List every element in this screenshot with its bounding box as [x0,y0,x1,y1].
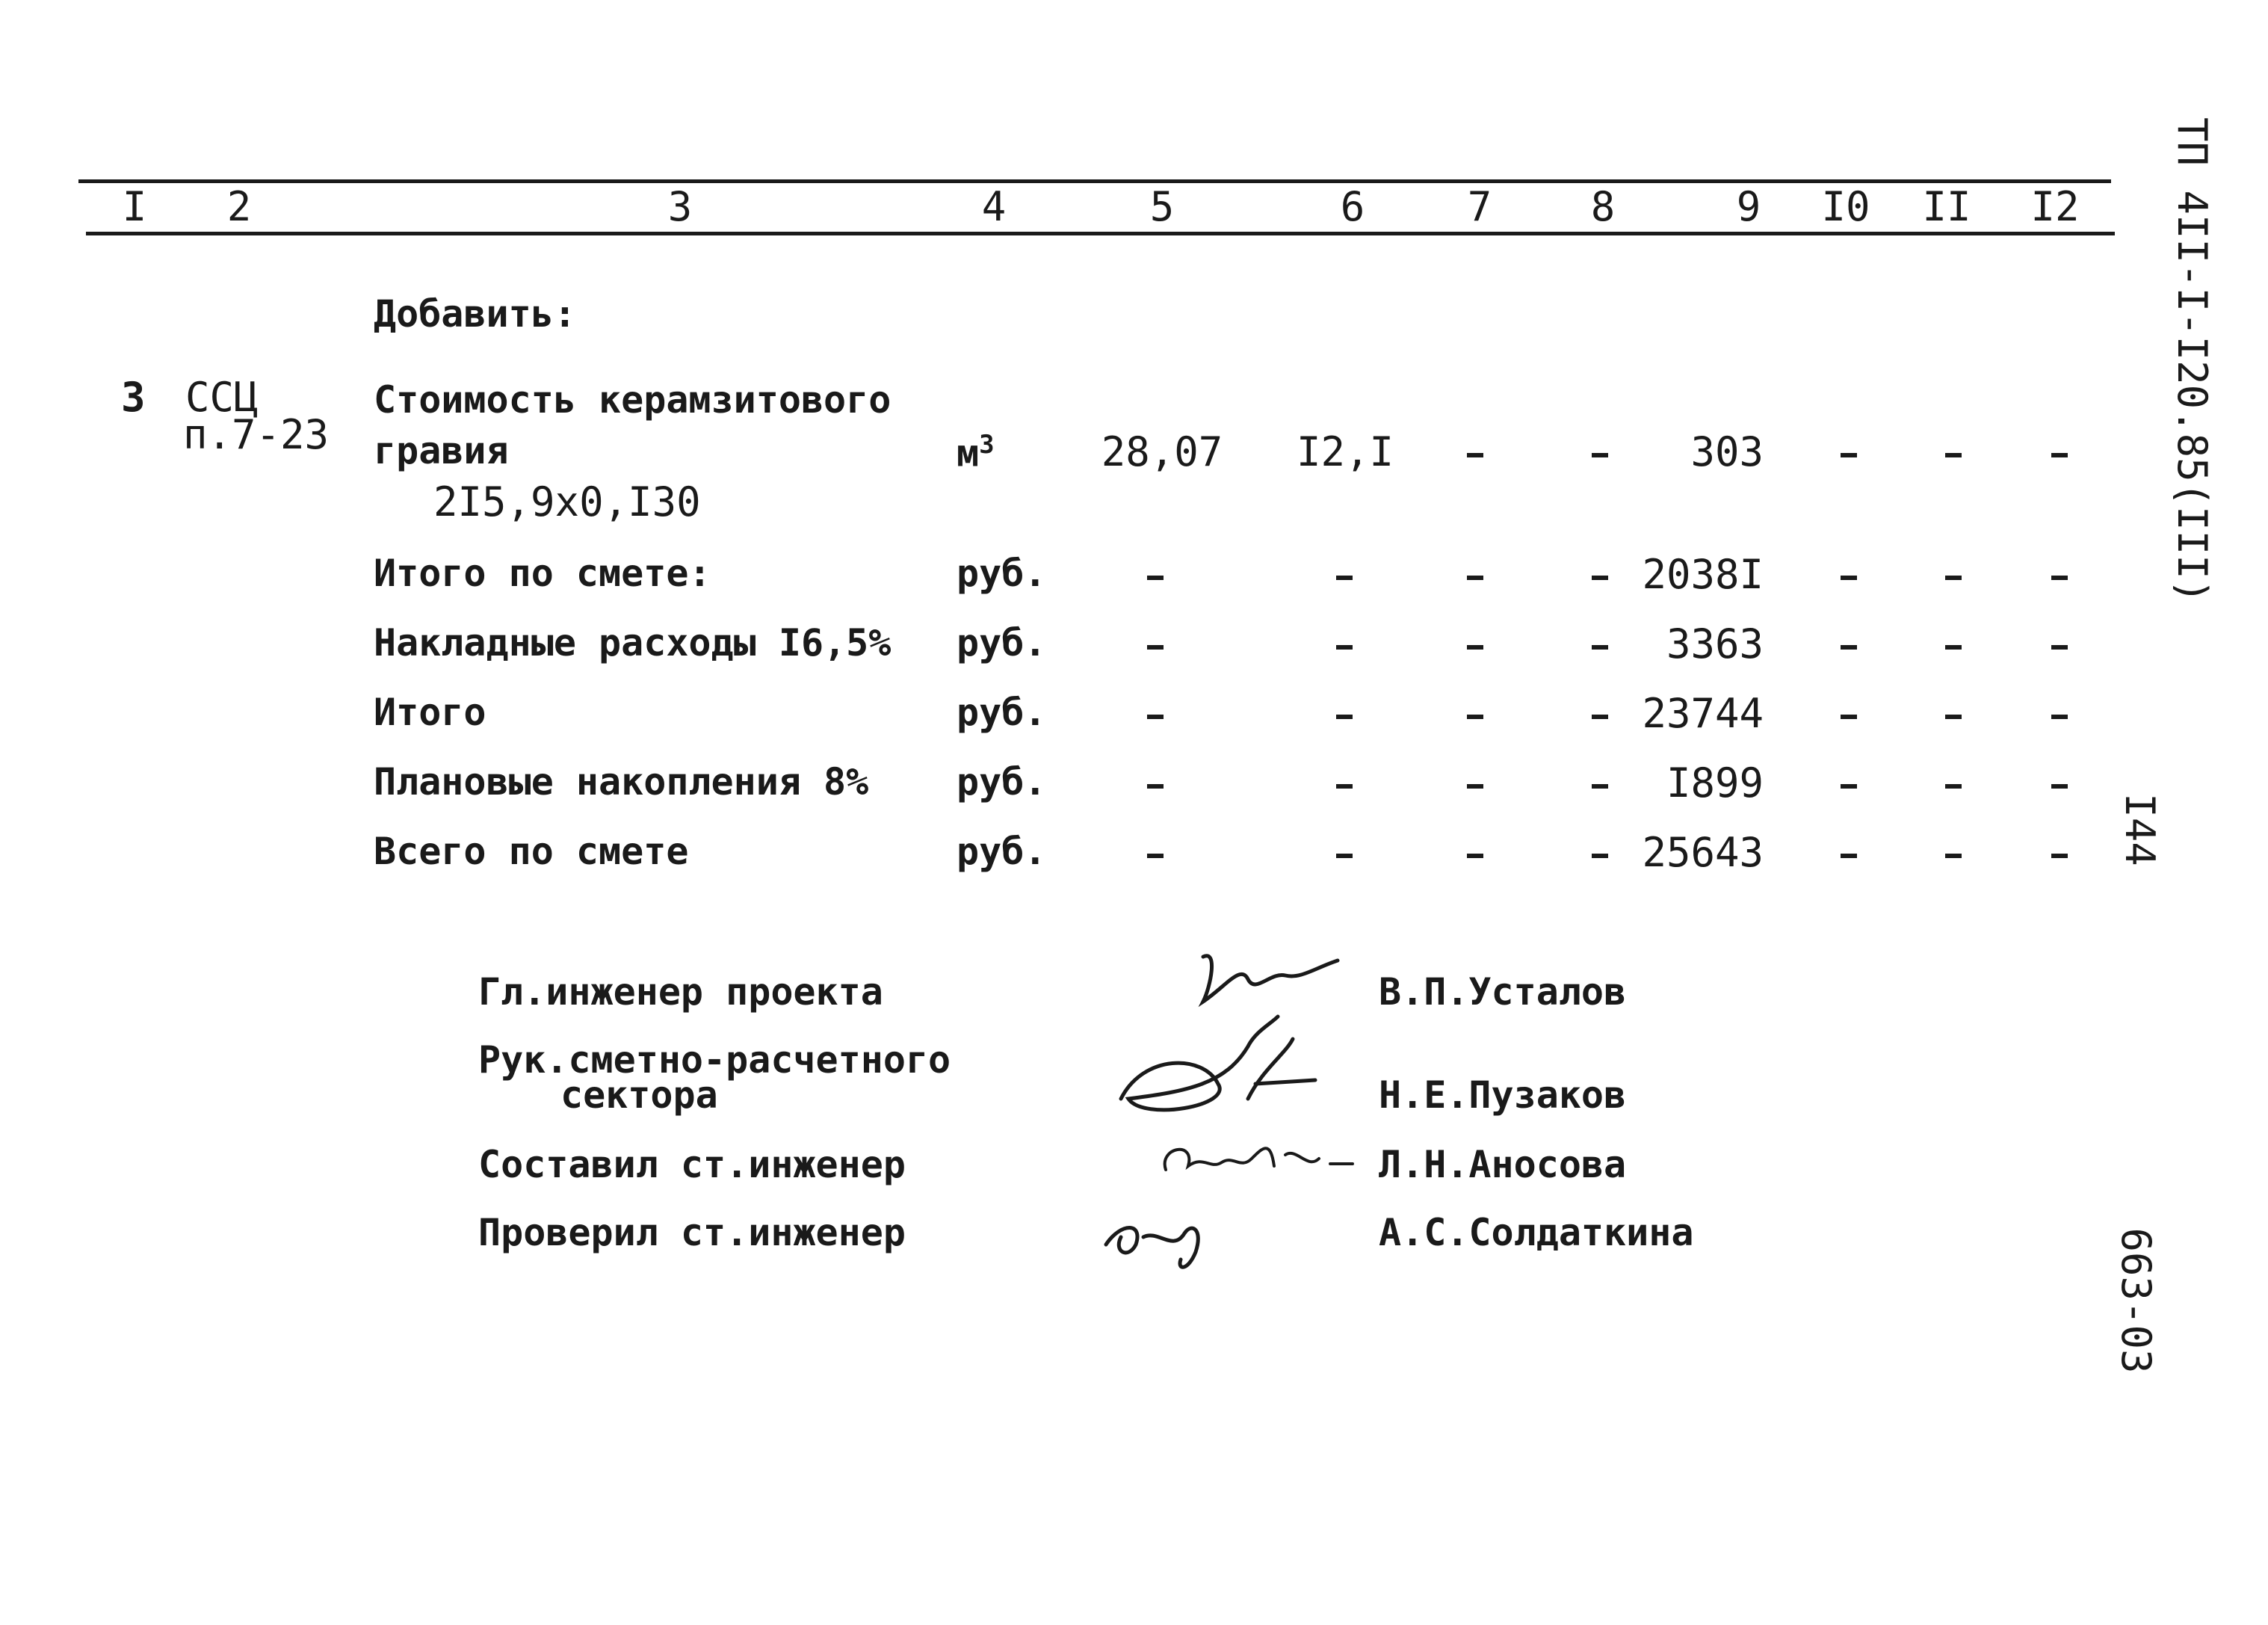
summary-total: I899 [1666,759,1764,807]
summary-label: Итого [374,691,486,734]
summary-dash [1841,576,1857,580]
col-header-1: I [122,183,147,230]
summary-dash [1147,854,1164,858]
summary-total: 25643 [1642,829,1764,876]
summary-total: 3363 [1666,620,1764,667]
item-unit-exponent: 3 [979,430,995,460]
item-unit-base: м [957,431,980,475]
summary-unit: руб. [957,621,1047,665]
summary-dash [1467,576,1483,580]
item-unit [957,430,995,475]
item-col7-dash [1467,453,1483,457]
summary-dash [1592,784,1608,789]
signature-scribble-soldatkina [1091,1200,1226,1282]
summary-dash [1841,784,1857,789]
col-header-6: 6 [1340,183,1365,230]
summary-dash [1592,715,1608,719]
signature-scribble-anosova [1151,1125,1360,1192]
summary-dash [2051,784,2068,789]
summary-total: 2038I [1642,551,1764,598]
doc-code-vertical: ТП 4II-I-I20.85(III) [2169,117,2216,604]
summary-dash [1592,854,1608,858]
item-description-line1: Стоимость керамзитового [374,378,892,422]
item-col8-dash [1592,453,1608,457]
item-code-line2: п.7-23 [183,411,330,458]
col-header-12: I2 [2030,183,2080,230]
summary-dash [1592,576,1608,580]
section-label: Добавить: [374,292,576,336]
summary-dash [1945,576,1962,580]
summary-dash [1467,645,1483,650]
col-header-5: 5 [1149,183,1175,230]
signer-role-cont: сектора [560,1073,718,1117]
signer-role: Составил ст.инженер [478,1143,906,1186]
summary-dash [1336,576,1353,580]
summary-unit: руб. [957,760,1047,804]
col-header-2: 2 [226,183,252,230]
col-header-10: I0 [1821,183,1870,230]
summary-label: Итого по смете: [374,552,711,595]
item-description-line3: 2I5,9x0,I30 [433,478,701,525]
item-code-line1: ССЦ [185,374,259,421]
signer-name: А.С.Солдаткина [1379,1211,1694,1254]
item-col12-dash [2051,453,2068,457]
summary-unit: руб. [957,691,1047,734]
summary-dash [2051,645,2068,650]
summary-dash [1467,784,1483,789]
summary-dash [1336,715,1353,719]
item-col11-dash [1945,453,1962,457]
col-header-8: 8 [1590,183,1616,230]
summary-dash [1336,784,1353,789]
summary-dash [1945,854,1962,858]
summary-dash [1336,854,1353,858]
summary-dash [2051,854,2068,858]
summary-dash [1945,645,1962,650]
signature-scribble-puzakov [1099,1009,1345,1136]
summary-unit: руб. [957,552,1047,595]
bottom-code-vertical: 663-03 [2113,1227,2160,1374]
header-top-rule [78,179,2111,183]
col-header-11: II [1922,183,1971,230]
summary-dash [1147,645,1164,650]
summary-dash [1467,854,1483,858]
item-description-line2: гравия [374,429,509,472]
item-col9: 303 [1690,428,1764,475]
summary-label: Плановые накопления 8% [374,760,869,804]
summary-dash [1147,784,1164,789]
col-header-7: 7 [1467,183,1492,230]
signer-role: Рук.сметно-расчетного [478,1038,951,1082]
summary-dash [1147,715,1164,719]
item-col5: 28,07 [1101,428,1223,475]
signer-role: Проверил ст.инженер [478,1211,906,1254]
signer-name: Л.Н.Аносова [1379,1143,1627,1186]
summary-dash [2051,576,2068,580]
summary-dash [1841,854,1857,858]
summary-dash [2051,715,2068,719]
summary-dash [1841,645,1857,650]
summary-dash [1945,784,1962,789]
col-header-9: 9 [1736,183,1761,230]
summary-label: Накладные расходы I6,5% [374,621,892,665]
summary-unit: руб. [957,830,1047,873]
page-number-vertical: I44 [2116,793,2163,866]
item-number: 3 [121,374,146,421]
summary-label: Всего по смете [374,830,689,873]
summary-dash [1945,715,1962,719]
summary-dash [1592,645,1608,650]
summary-total: 23744 [1642,690,1764,737]
signer-role: Гл.инженер проекта [478,970,883,1014]
summary-dash [1467,715,1483,719]
item-col10-dash [1841,453,1857,457]
header-bottom-rule [86,232,2115,235]
summary-dash [1147,576,1164,580]
item-col6: I2,I [1296,428,1394,475]
col-header-4: 4 [981,183,1007,230]
summary-dash [1336,645,1353,650]
signer-name: В.П.Усталов [1379,970,1627,1014]
col-header-3: 3 [667,183,693,230]
summary-dash [1841,715,1857,719]
signer-name: Н.Е.Пузаков [1379,1073,1627,1117]
